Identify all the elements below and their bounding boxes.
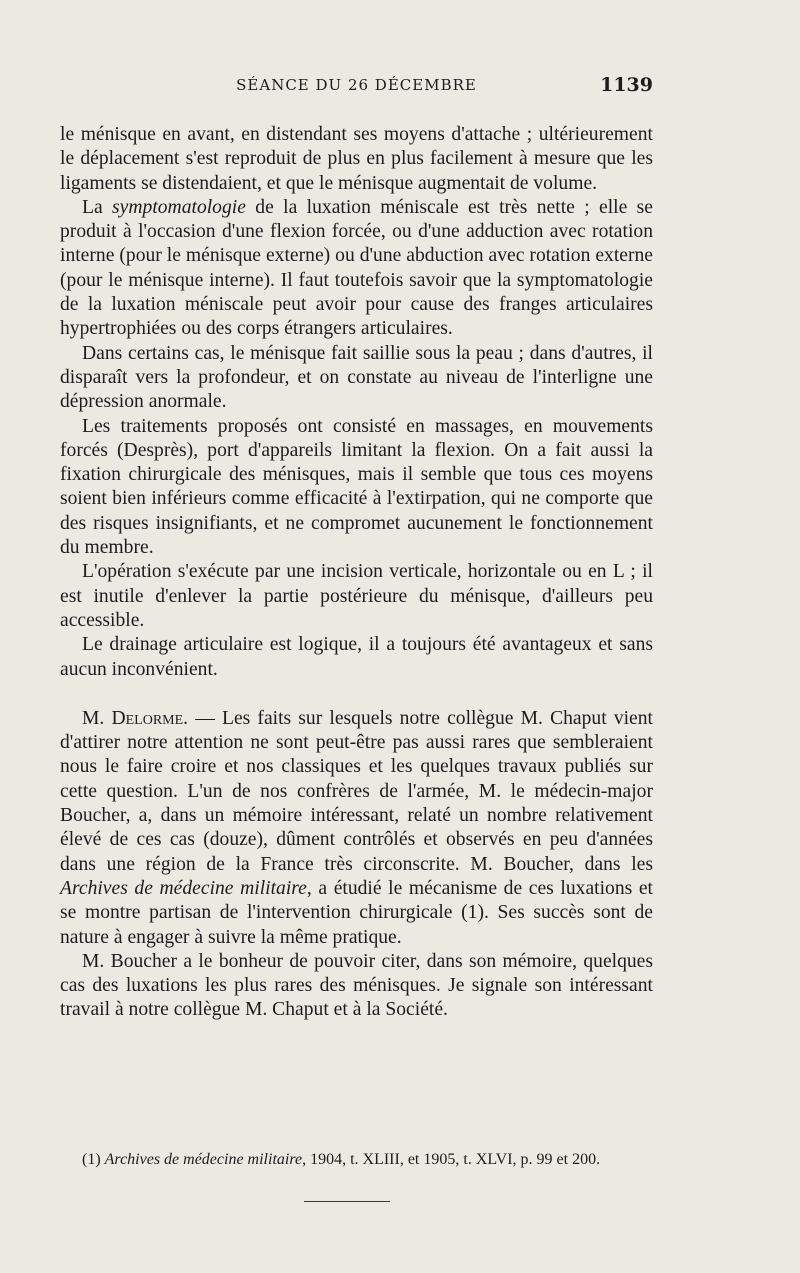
end-rule-divider [304, 1201, 390, 1202]
paragraph-3: Dans certains cas, le ménisque fait saillie sous la peau ; dans d'autres, il disparaît vers la profondeur, et on constate au niveau de l'interligne une dépression anormale. [60, 342, 653, 413]
paragraph-7 [60, 707, 653, 950]
paragraph-2-emphasis: symptomatologie [112, 196, 246, 218]
paragraph-2 [60, 196, 653, 342]
speaker-name: Delorme. [111, 707, 189, 729]
paragraph-4: Les traitements proposés ont consisté en massages, en mouvements forcés (Desprès), port d'appareils limitant la flexion. On a fait aussi la fixation chirurgicale des ménisques, mais il semble que tous ces moyens soient bien inférieurs comme efficacité à l'extirpation, qui ne comporte que des risques insignifiants, et ne compromet aucunement le fonctionnement du membre. [60, 415, 653, 559]
page-number: 1139 [600, 74, 653, 96]
footnote-mark: (1) [82, 1151, 105, 1168]
paragraph-7-text-b: , a étudié le mécanisme de ces luxations et se montre partisan de l'intervention chirurgicale (1). Ses succès sont de nature à engager à suivre la même pratique. [60, 877, 653, 948]
paragraph-5: L'opération s'exécute par une incision verticale, horizontale ou en L ; il est inutile d'enlever la partie postérieure du ménisque, d'ailleurs peu accessible. [60, 561, 653, 631]
paragraph-2-lead: La [82, 196, 113, 218]
footnotes [60, 1150, 653, 1170]
paragraph-1: le ménisque en avant, en distendant ses moyens d'attache ; ultérieurement le déplacement s'est reproduit de plus en plus facilement à mesure que les ligaments se distendaient, et que le ménisque augmentait de volume. [60, 124, 653, 194]
journal-title: Archives de médecine militaire [60, 877, 307, 899]
paragraph-6: Le drainage articulaire est logique, il a toujours été avantageux et sans aucun inconvénient. [60, 634, 653, 680]
running-title: SÉANCE DU 26 DÉCEMBRE [236, 76, 477, 94]
footnote-text: , 1904, t. XLIII, et 1905, t. XLVI, p. 99 et 200. [302, 1151, 601, 1168]
paragraph-7-text-a: — Les faits sur lesquels notre collègue M. Chaput vient d'attirer notre attention ne sont peut-être pas aussi rares que sembleraient nous le faire croire et nos classiques et les quelques travaux publiés sur cette question. L'un de nos confrères de l'armée, M. le médecin-major Boucher, a, dans un mémoire intéressant, relaté un nombre relativement élevé de ces cas (douze), dûment contrôlés et observés en peu d'années dans une région de la France très circonscrite. M. Boucher, dans les [60, 707, 653, 875]
paragraph-2-text: de la luxation méniscale est très nette ; elle se produit à l'occasion d'une flexion forcée, ou d'une adduction avec rotation interne (pour le ménisque externe) ou d'une abduction avec rotation externe (pour le ménisque interne). Il faut toutefois savoir que la symptomatologie de la luxation méniscale peut avoir pour cause des franges articulaires hypertrophiées ou des corps étrangers articulaires. [60, 196, 653, 340]
speaker-title: M. [82, 707, 105, 729]
footnote-1 [60, 1150, 653, 1170]
paragraph-8: M. Boucher a le bonheur de pouvoir citer, dans son mémoire, quelques cas des luxations les plus rares des ménisques. Je signale son intéressant travail à notre collègue M. Chaput et à la Société. [60, 950, 653, 1021]
page-header [60, 76, 653, 100]
footnote-journal: Archives de médecine militaire [104, 1151, 303, 1168]
body-text [60, 123, 653, 1023]
